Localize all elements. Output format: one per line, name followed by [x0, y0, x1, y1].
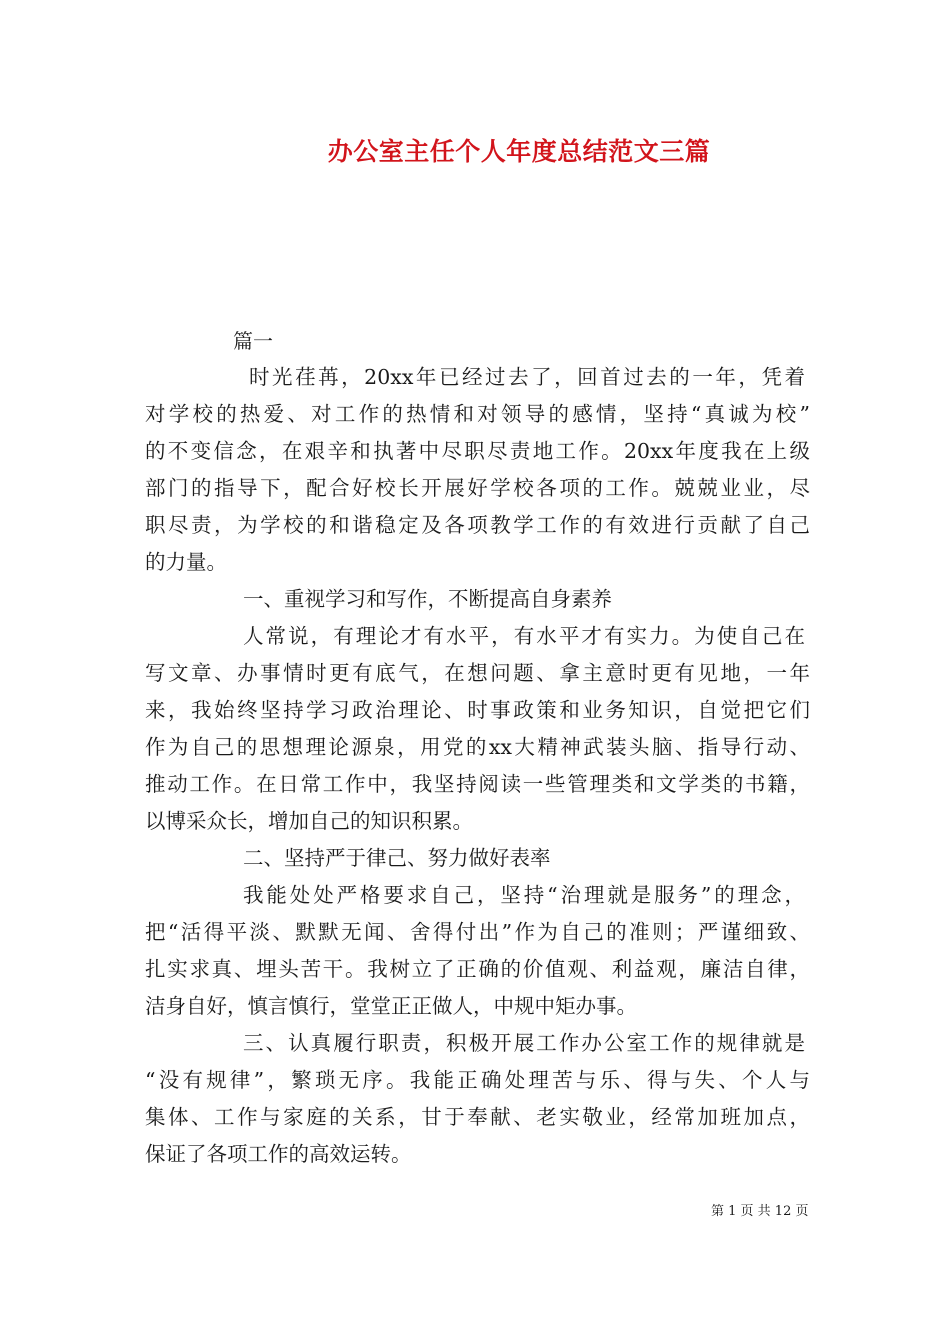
text-line: 来，我始终坚持学习政治理论、时事政策和业务知识，自觉把它们: [145, 698, 810, 722]
section-heading-2: 二、坚持严于律己、努力做好表率: [243, 846, 551, 870]
text-line: 的不变信念，在艰辛和执著中尽职尽责地工作。20xx年度我在上级: [145, 439, 810, 463]
text-line: 以博采众长，增加自己的知识积累。: [145, 809, 473, 833]
section-heading-1: 一、重视学习和写作，不断提高自身素养: [243, 587, 612, 611]
text-line: 的力量。: [145, 550, 227, 574]
text-line: 扎实求真、埋头苦干。我树立了正确的价值观、利益观，廉洁自律，: [145, 957, 810, 981]
text-line: “没有规律”，繁琐无序。我能正确处理苦与乐、得与失、个人与: [145, 1068, 810, 1092]
text-line: 推动工作。在日常工作中，我坚持阅读一些管理类和文学类的书籍，: [145, 772, 810, 796]
text-line: 职尽责，为学校的和谐稳定及各项教学工作的有效进行贡献了自己: [145, 513, 810, 537]
text-line: 集体、工作与家庭的关系，甘于奉献、老实敬业，经常加班加点，: [145, 1105, 810, 1129]
text-line: 作为自己的思想理论源泉，用党的xx大精神武装头脑、指导行动、: [145, 735, 810, 759]
text-line: 洁身自好，慎言慎行，堂堂正正做人，中规中矩办事。: [145, 994, 637, 1018]
page-number-footer: 第 1 页 共 12 页: [711, 1204, 809, 1219]
text-line: 人常说，有理论才有水平，有水平才有实力。为使自己在: [243, 624, 805, 648]
text-line: 对学校的热爱、对工作的热情和对领导的感情，坚持“真诚为校”: [145, 402, 810, 426]
text-line: 保证了各项工作的高效运转。: [145, 1142, 412, 1166]
section-heading-3: 三、认真履行职责，积极开展工作办公室工作的规律就是: [243, 1031, 805, 1055]
text-line: 我能处处严格要求自己，坚持“治理就是服务”的理念，: [243, 883, 805, 907]
text-line: 写文章、办事情时更有底气，在想问题、拿主意时更有见地，一年: [145, 661, 810, 685]
section-label: 篇一: [233, 329, 273, 353]
text-line: 时光荏苒，20xx年已经过去了，回首过去的一年，凭着: [249, 365, 805, 389]
text-line: 把“活得平淡、默默无闻、舍得付出”作为自己的准则；严谨细致、: [145, 920, 810, 944]
text-line: 部门的指导下，配合好校长开展好学校各项的工作。兢兢业业，尽: [145, 476, 810, 500]
page-title: 办公室主任个人年度总结范文三篇: [327, 137, 711, 166]
